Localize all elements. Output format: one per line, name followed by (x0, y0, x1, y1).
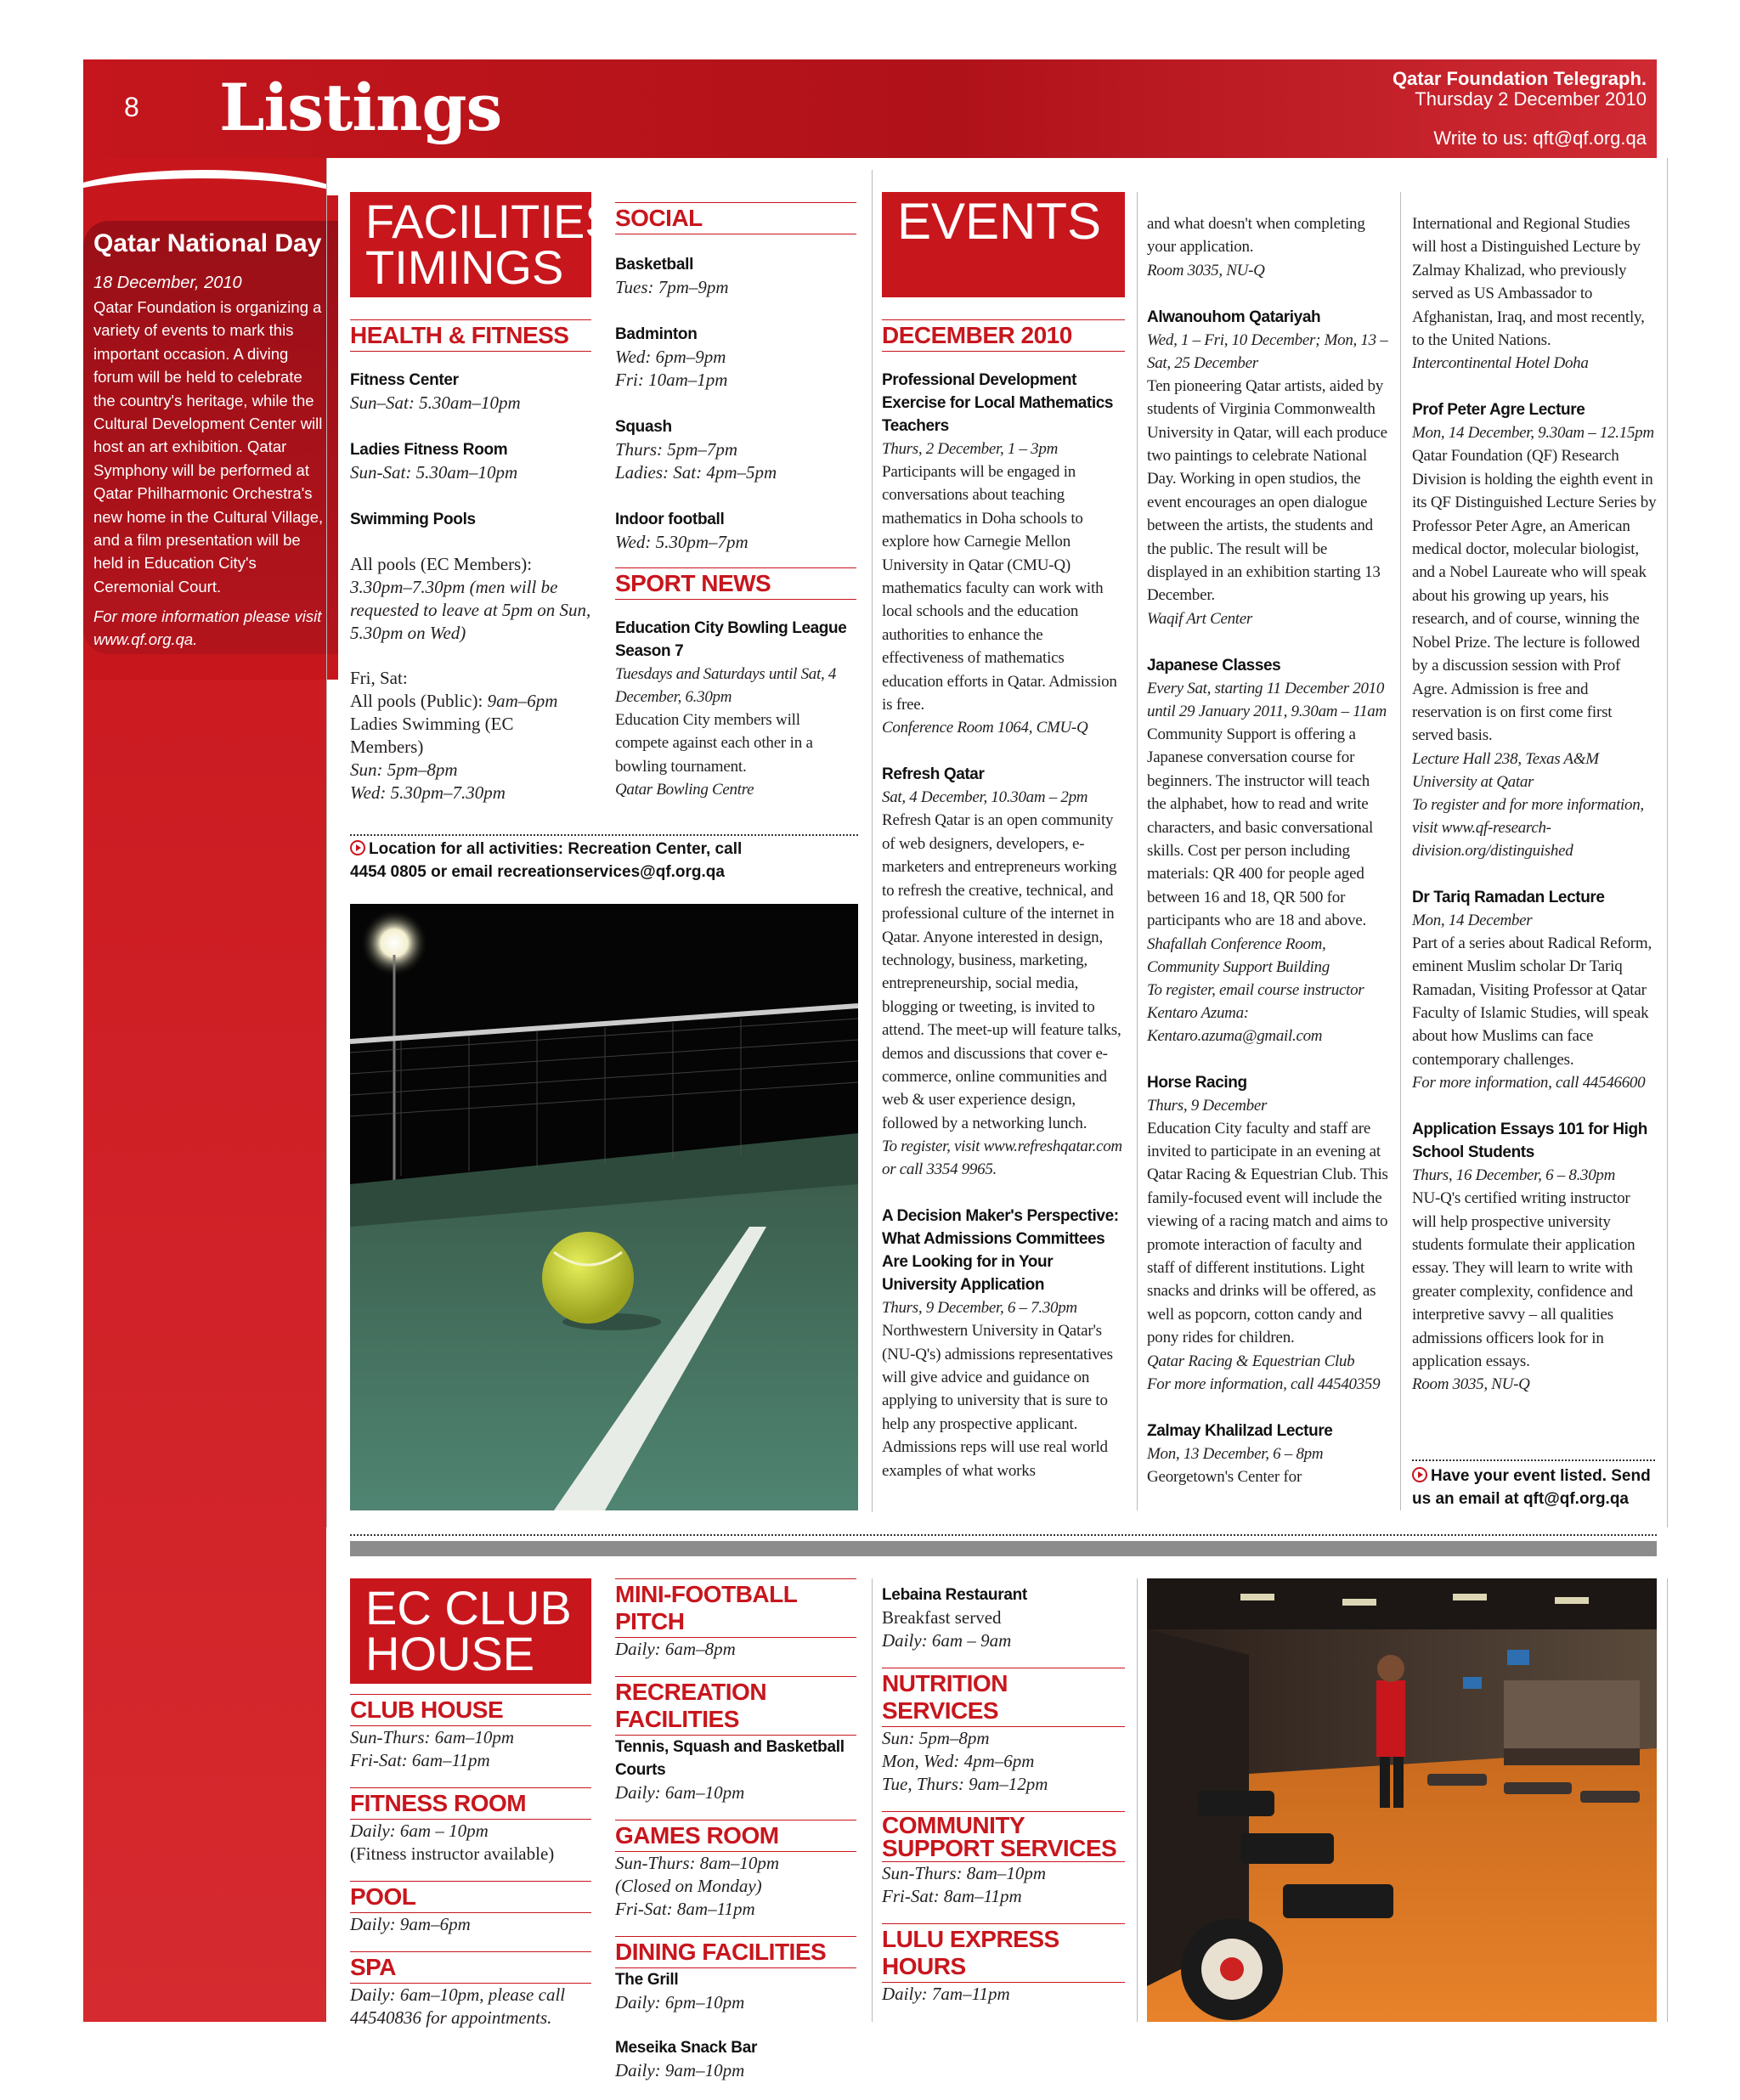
listing-item (615, 253, 856, 299)
event-item (1412, 886, 1657, 1094)
event-item (1147, 1420, 1390, 1488)
listing-time: Daily: 6am–10pm (615, 1782, 745, 1803)
column-rule (326, 158, 327, 1527)
event-place: Qatar Bowling Centre (615, 781, 754, 799)
listing-item (615, 323, 856, 392)
column-rule (1400, 192, 1401, 1510)
clubhouse-heading: CLUB HOUSE (350, 1694, 591, 1726)
event-date: Sat, 4 December, 10.30am – 2pm (882, 788, 1088, 807)
location-text[interactable]: Location for all activities: Recreation Center, call 4454 0805 or email recreationservices@qf.org.qa (350, 840, 743, 881)
gym-photo (1147, 1578, 1657, 2022)
column-rule (872, 1578, 873, 2022)
lulu-heading: LULU EXPRESS HOURS (882, 1923, 1125, 1983)
listing-name: Meseika Snack Bar (615, 2039, 758, 2057)
listing-text: (Fitness instructor available) (350, 1843, 555, 1864)
event-date: Thurs, 2 December, 1 – 3pm (882, 440, 1058, 458)
community-support-heading: COMMUNITY SUPPORT SERVICES (882, 1811, 1125, 1862)
section-title: Listings (219, 70, 502, 145)
spa-heading: SPA (350, 1951, 591, 1984)
event-body: Community Support is offering a Japanese conversation course for beginners. The instructor will teach the alphabet, how to read and write characters, and basic conversational skills. Cost per person including materials: QR 400 for people aged between 16 and 18, QR 500 for participants who are 18 and above. (1147, 725, 1374, 930)
listing-item (350, 438, 591, 484)
event-body: Education City faculty and staff are invited to participate in an evening at Qatar Racing & Equestrian Club. This family-focused event will include the viewing of a racing match and aims to promote interaction of faculty and staff of different institutions. Light snacks and drinks will be offered, as well as popcorn, cotton candy and pony rides for children. (1147, 1119, 1388, 1347)
club-heading (350, 1578, 591, 1684)
column-rule (1667, 158, 1668, 1527)
event-listing-note (1412, 1465, 1658, 1510)
event-note[interactable]: To register, email course instructor Kentaro Azuma: Kentaro.azuma@gmail.com (1147, 980, 1364, 1045)
page-header (83, 59, 1657, 158)
listing-name: Badminton (615, 325, 698, 343)
events-column-2 (1147, 212, 1390, 1488)
event-title: Professional Development Exercise for Local Mathematics Teachers (882, 371, 1114, 435)
listing-time: Daily: 6am – 9am (882, 1630, 1012, 1651)
listing-name: Tennis, Squash and Basketball Courts (615, 1738, 845, 1779)
event-body: Education City members will compete against each other in a bowling tournament. (615, 711, 813, 776)
event-place: Qatar Racing & Equestrian Club (1147, 1352, 1355, 1370)
event-body-continued: International and Regional Studies will host a Distinguished Lecture by Zalmay Khalizad, who previously served as US Ambassador to Afghanistan, Iraq, and most recently, to the United Nations. (1412, 215, 1645, 350)
location-note (350, 838, 758, 883)
event-title: Education City Bowling League Season 7 (615, 619, 847, 660)
listing-name: Lebaina Restaurant (882, 1586, 1027, 1604)
listing-time: Ladies: Sat: 4pm–5pm (615, 462, 777, 483)
event-date: Every Sat, starting 11 December 2010 until 29 January 2011, 9.30am – 11am (1147, 679, 1387, 720)
fitness-room-heading: FITNESS ROOM (350, 1787, 591, 1820)
event-place: Room 3035, NU-Q (1147, 261, 1265, 279)
event-place: Lecture Hall 238, Texas A&M University at Qatar (1412, 749, 1599, 791)
event-title: Horse Racing (1147, 1073, 1247, 1092)
event-item (882, 1205, 1125, 1482)
event-date: Mon, 13 December, 6 – 8pm (1147, 1444, 1324, 1463)
event-body: Northwestern University in Qatar's (NU-Q's) admissions representatives will give advice and guidance on applying to university that is sure to help any prospective applicant. Admissions reps will use real world examples of what works (882, 1322, 1113, 1480)
listing-time: Mon, Wed: 4pm–6pm (882, 1751, 1035, 1771)
event-place: Conference Room 1064, CMU-Q (882, 719, 1088, 737)
event-body: NU-Q's certified writing instructor will help prospective university students formulate their application essay. They will learn to write with greater complexity, confidence and interpretive savvy – all qualities admissions officers look for in application essays. (1412, 1189, 1635, 1370)
event-note: For more information, call 44540359 (1147, 1375, 1381, 1393)
gym-photo-illustration (1147, 1578, 1657, 2022)
event-date: Mon, 14 December, 9.30am – 12.15pm (1412, 424, 1654, 443)
events-column-1 (882, 192, 1125, 1482)
facilities-heading-line2: TIMINGS (365, 240, 564, 294)
listing-time: Daily: 6am–10pm, please call 44540836 for appointments. (350, 1984, 566, 2028)
listing-time: Tues: 7pm–9pm (615, 277, 729, 297)
listing-time: Daily: 6am – 10pm (350, 1821, 489, 1841)
listing-item (350, 508, 591, 804)
event-body: Georgetown's Center for (1147, 1467, 1302, 1486)
arrow-circle-icon (1412, 1467, 1427, 1482)
events-month-heading: DECEMBER 2010 (882, 319, 1125, 352)
event-item (882, 369, 1125, 739)
event-place: Intercontinental Hotel Doha (1412, 354, 1589, 373)
sport-news-heading: SPORT NEWS (615, 567, 856, 600)
listing-name: Swimming Pools (350, 511, 476, 528)
facilities-column (350, 192, 617, 804)
event-note: For more information, call 44546600 (1412, 1074, 1646, 1092)
event-listing-text[interactable]: Have your event listed. Send us an email at qft@qf.org.qa (1412, 1467, 1651, 1508)
facilities-heading (350, 192, 617, 297)
listing-time: Wed: 5.30pm–7pm (615, 532, 749, 552)
event-date: Thurs, 16 December, 6 – 8.30pm (1412, 1166, 1616, 1185)
event-body: Refresh Qatar is an open community of web designers, developers, e-marketers and entrepreneurs working to refresh the creative, technical, and professional culture of the internet in Qatar. Anyone interested in design, technology, business, marketing, entrepreneurship, social media, blogging or tweeting, is invited to attend. The meet-up will feature talks, demos and discussions that cover e-commerce, online communities and web & user experience design, followed by a networking lunch. (882, 811, 1121, 1132)
listing-time: Wed: 6pm–9pm (615, 347, 726, 367)
event-place[interactable]: To register, visit www.refreshqatar.com or call 3354 9965. (882, 1138, 1122, 1179)
column-rule (1137, 1578, 1138, 2022)
event-body: Qatar Foundation (QF) Research Division is holding the eighth event in its QF Distinguished Lecture Series by Professor Peter Agre, an American medical doctor, molecular biologist, and a Nobel Laureate who will speak about his growing up years, his research, and of course, winning the Nobel Prize. The lecture is followed by a discussion session with Prof Agre. Admission is free and reservation is on first come first served basis. (1412, 447, 1657, 745)
listing-text: Fri, Sat: (350, 668, 408, 688)
events-column-3 (1412, 212, 1657, 1396)
listing-name: Indoor football (615, 511, 725, 528)
mini-football-heading: MINI-FOOTBALL PITCH (615, 1578, 856, 1638)
listing-text (350, 690, 591, 713)
event-date: Thurs, 9 December (1147, 1096, 1268, 1115)
event-place: Waqif Art Center (1147, 609, 1252, 628)
event-note[interactable]: To register and for more information, visit www.qf-research-division.org/distinguished (1412, 795, 1644, 860)
listing-time: 3.30pm–7.30pm (men will be requested to leave at 5pm on Sun, 5.30pm on Wed) (350, 577, 591, 643)
event-date: Mon, 14 December (1412, 911, 1533, 929)
facilities-heading-line1: FACILITIES (365, 195, 617, 248)
column-rule (872, 170, 873, 1512)
listing-text: All pools (EC Members): (350, 554, 533, 574)
club-column-1 (350, 1578, 591, 2029)
listing-name: The Grill (615, 1971, 679, 1989)
listing-time: Wed: 5.30pm–7.30pm (350, 782, 506, 803)
tennis-photo-illustration (350, 904, 858, 1510)
listing-time: Sun-Thurs: 8am–10pm (882, 1863, 1047, 1883)
listing-time: Sun-Sat: 5.30am–10pm (350, 462, 518, 483)
tennis-court-photo (350, 904, 858, 1510)
dotted-divider (350, 834, 858, 836)
column-rule (1137, 192, 1138, 1510)
column-rule (1667, 1578, 1668, 2022)
event-place: Shafallah Conference Room, Community Support Building (1147, 934, 1330, 976)
event-item (1412, 1118, 1657, 1396)
national-day-more-info: For more information please visit www.qf.org.qa. (93, 607, 322, 649)
national-day-box (83, 195, 338, 680)
listing-time: Daily: 7am–11pm (882, 1984, 1010, 2004)
event-date: Wed, 1 – Fri, 10 December; Mon, 13 – Sat, 25 December (1147, 330, 1388, 372)
listing-time: Fri-Sat: 8am–11pm (615, 1899, 755, 1919)
recreation-heading: RECREATION FACILITIES (615, 1676, 856, 1736)
listing-time: Sun-Thurs: 6am–10pm (350, 1727, 515, 1747)
publication-name: Qatar Foundation Telegraph. (1392, 68, 1647, 89)
health-fitness-heading: HEALTH & FITNESS (350, 319, 591, 352)
listing-item (615, 508, 856, 554)
listing-time: Sun–Sat: 5.30am–10pm (350, 392, 521, 413)
social-heading: SOCIAL (615, 202, 856, 234)
event-body: Part of a series about Radical Reform, eminent Muslim scholar Dr Tariq Ramadan, Visiting Professor at Qatar Faculty of Islamic Studies, will speak about how Muslims can face contemporary challenges. (1412, 934, 1652, 1069)
listing-time: Sun: 5pm–8pm (882, 1728, 990, 1748)
event-title: Application Essays 101 for High School Students (1412, 1121, 1647, 1162)
event-title: Prof Peter Agre Lecture (1412, 401, 1585, 420)
listing-time: Daily: 9am–6pm (350, 1914, 471, 1934)
publication-date: Thursday 2 December 2010 (1415, 88, 1647, 110)
listing-item (615, 415, 856, 484)
listing-time: 9am–6pm (483, 691, 558, 711)
listing-name: Squash (615, 418, 672, 436)
event-place: Room 3035, NU-Q (1412, 1375, 1530, 1394)
listing-time: Fri: 10am–1pm (615, 370, 728, 390)
event-item (1147, 1071, 1390, 1396)
listing-time: Fri-Sat: 6am–11pm (350, 1750, 490, 1770)
events-heading: EVENTS (882, 192, 1125, 297)
listing-item (615, 617, 856, 801)
national-day-body: Qatar Foundation is organizing a variety of events to mark this important occasion. A diving forum will be held to celebrate the country's heritage, while the Cultural Development Center will host an art exhibition. Qatar Symphony will be performed at Qatar Philharmonic Orchestra's new home in the Cultural Village, and a film presentation will be held in Education City's Ceremonial Court. (93, 298, 324, 596)
arrow-circle-icon (350, 840, 365, 855)
dining-heading: DINING FACILITIES (615, 1936, 856, 1968)
event-title: Japanese Classes (1147, 656, 1281, 675)
event-item (882, 763, 1125, 1181)
section-divider-dotted (350, 1534, 1657, 1536)
listing-time: Tue, Thurs: 9am–12pm (882, 1774, 1048, 1794)
games-room-heading: GAMES ROOM (615, 1820, 856, 1852)
event-title: Zalmay Khalilzad Lecture (1147, 1421, 1333, 1440)
listing-time: Sun-Thurs: 8am–10pm (615, 1853, 780, 1873)
listing-time: Daily: 6pm–10pm (615, 1992, 745, 2012)
listing-time: (Closed on Monday) (615, 1876, 762, 1896)
listing-name: Basketball (615, 256, 694, 274)
section-divider-bar (350, 1541, 1657, 1556)
national-day-date: 18 December, 2010 (93, 274, 242, 292)
event-item (1412, 398, 1657, 861)
listing-item (350, 369, 591, 415)
event-title: A Decision Maker's Perspective: What Admissions Committees Are Looking for in Your University Application (882, 1207, 1119, 1295)
event-body-continued: and what doesn't when completing your application. (1147, 215, 1365, 257)
club-column-2 (615, 1578, 856, 2082)
event-title: Alwanouhom Qatariyah (1147, 308, 1321, 326)
event-date: Tuesdays and Saturdays until Sat, 4 December, 6.30pm (615, 665, 837, 706)
club-column-3 (882, 1583, 1125, 2006)
listing-name: Fitness Center (350, 371, 459, 389)
listing-time: Sun: 5pm–8pm (350, 759, 458, 780)
club-heading-line2: HOUSE (365, 1627, 535, 1680)
national-day-title: Qatar National Day (93, 229, 322, 257)
listing-text: Ladies Swimming (EC Members) (350, 714, 514, 757)
social-column (615, 202, 856, 801)
page-number: 8 (124, 92, 139, 122)
event-date: Thurs, 9 December, 6 – 7.30pm (882, 1299, 1077, 1318)
club-heading-line1: EC CLUB (365, 1581, 572, 1634)
listing-name: Ladies Fitness Room (350, 441, 508, 459)
nutrition-heading: NUTRITION SERVICES (882, 1668, 1125, 1727)
pool-heading: POOL (350, 1881, 591, 1913)
event-item (1147, 306, 1390, 630)
event-title: Dr Tariq Ramadan Lecture (1412, 888, 1605, 906)
listing-time: Fri-Sat: 8am–11pm (882, 1886, 1022, 1906)
event-body: Participants will be engaged in conversations about teaching mathematics in Doha schools to explore how Carnegie Mellon University in Qatar (CMU-Q) mathematics faculty can work with local schools and the education authorities to enhance the effectiveness of mathematics education efforts in Qatar. Admission is free. (882, 463, 1117, 714)
listing-text: All pools (Public): (350, 691, 483, 711)
listing-time: Daily: 9am–10pm (615, 2060, 745, 2080)
listing-time: Daily: 6am–8pm (615, 1639, 736, 1659)
write-to-us[interactable]: Write to us: qft@qf.org.qa (1433, 127, 1647, 149)
listing-text: Breakfast served (882, 1607, 1002, 1628)
dotted-divider (1412, 1459, 1655, 1461)
event-body: Ten pioneering Qatar artists, aided by students of Virginia Commonwealth University in Qatar, will each produce two paintings to celebrate National Day. Working in open studios, the event encourages an open dialogue between the artists, the students and the public. The result will be displayed in an exhibition starting 13 December. (1147, 376, 1387, 605)
event-item (1147, 654, 1390, 1047)
listing-time: Thurs: 5pm–7pm (615, 439, 738, 460)
event-title: Refresh Qatar (882, 765, 985, 784)
